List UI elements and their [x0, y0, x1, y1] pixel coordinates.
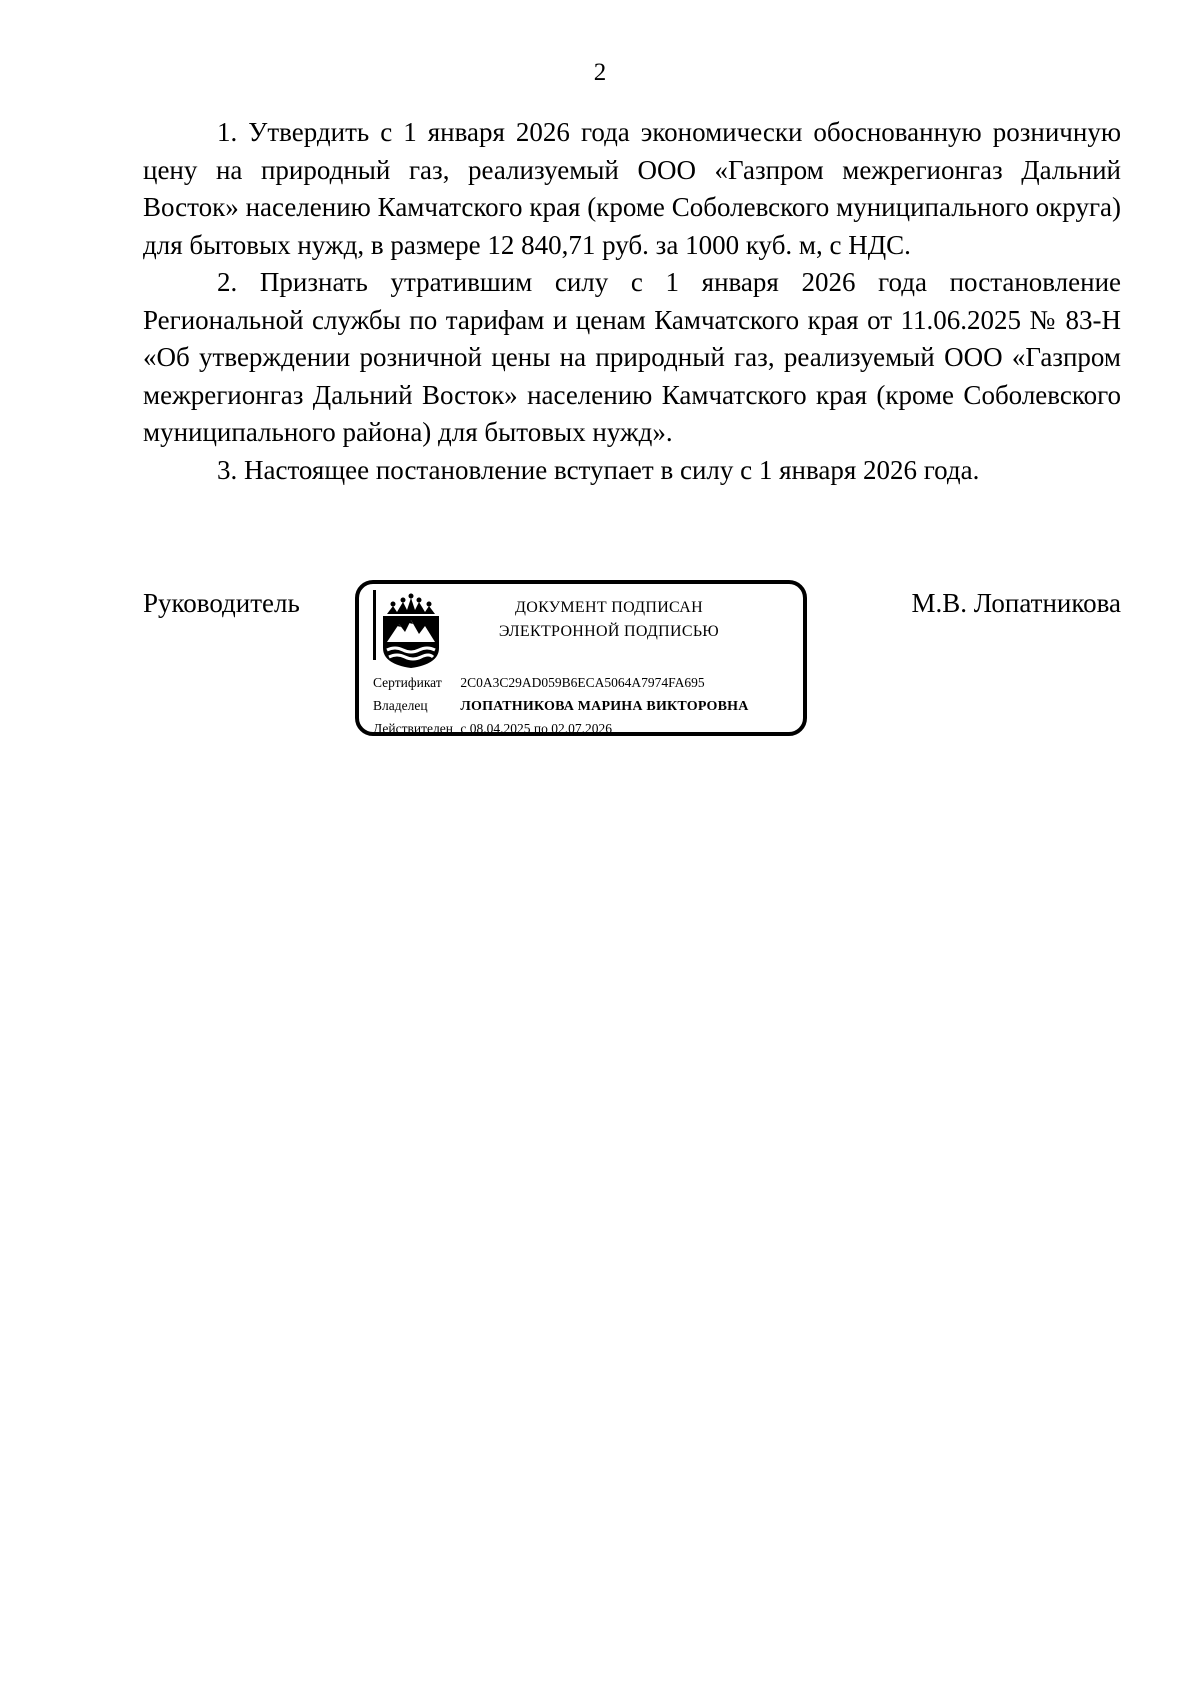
decree-body [143, 114, 1121, 489]
signer-name: М.В. Лопатникова [911, 588, 1121, 618]
kamchatka-coat-of-arms-icon [379, 592, 443, 670]
paragraph-3: 3. Настоящее постановление вступает в силу с 1 января 2026 года. [217, 454, 980, 485]
stamp-divider [373, 590, 376, 660]
certificate-value: 2C0A3C29AD059B6ECA5064A7974FA695 [460, 675, 705, 690]
stamp-header [459, 596, 759, 644]
owner-value: ЛОПАТНИКОВА МАРИНА ВИКТОРОВНА [460, 699, 749, 714]
page-number: 2 [593, 59, 607, 86]
certificate-label: Сертификат [373, 675, 442, 690]
owner-label: Владелец [373, 698, 428, 713]
stamp-owner-line [373, 697, 749, 716]
paragraph-1: 1. Утвердить с 1 января 2026 года экономически обоснованную розничную цену на природный газ, реализуемый ООО «Газпром межрегионгаз Дальний Восток» населению Камчатского края (кроме Соболевского муниципального округа) для бытовых нужд, в размере 12 840,71 руб. за 1000 куб. м, с НДС. [143, 117, 1121, 260]
stamp-header-line-2: ЭЛЕКТРОННОЙ ПОДПИСЬЮ [498, 623, 720, 640]
stamp-certificate-line [373, 674, 705, 692]
paragraph-2: 2. Признать утратившим силу с 1 января 2026 года постановление Региональной службы по тарифам и ценам Камчатского края от 11.06.2025 № 83-Н «Об утверждении розничной цены на природный газ, реализуемый ООО «Газпром межрегионгаз Дальний Восток» населению Камчатского края (кроме Соболевского муниципального района) для бытовых нужд». [143, 267, 1121, 447]
stamp-validity-line [373, 720, 612, 738]
signer-position: Руководитель [143, 588, 300, 618]
stamp-header-line-1: ДОКУМЕНТ ПОДПИСАН [515, 599, 703, 616]
signature-block [143, 580, 1121, 750]
validity-label: Действителен [373, 721, 453, 736]
electronic-signature-stamp [355, 580, 807, 736]
validity-value: с 08.04.2025 по 02.07.2026 [460, 721, 612, 736]
